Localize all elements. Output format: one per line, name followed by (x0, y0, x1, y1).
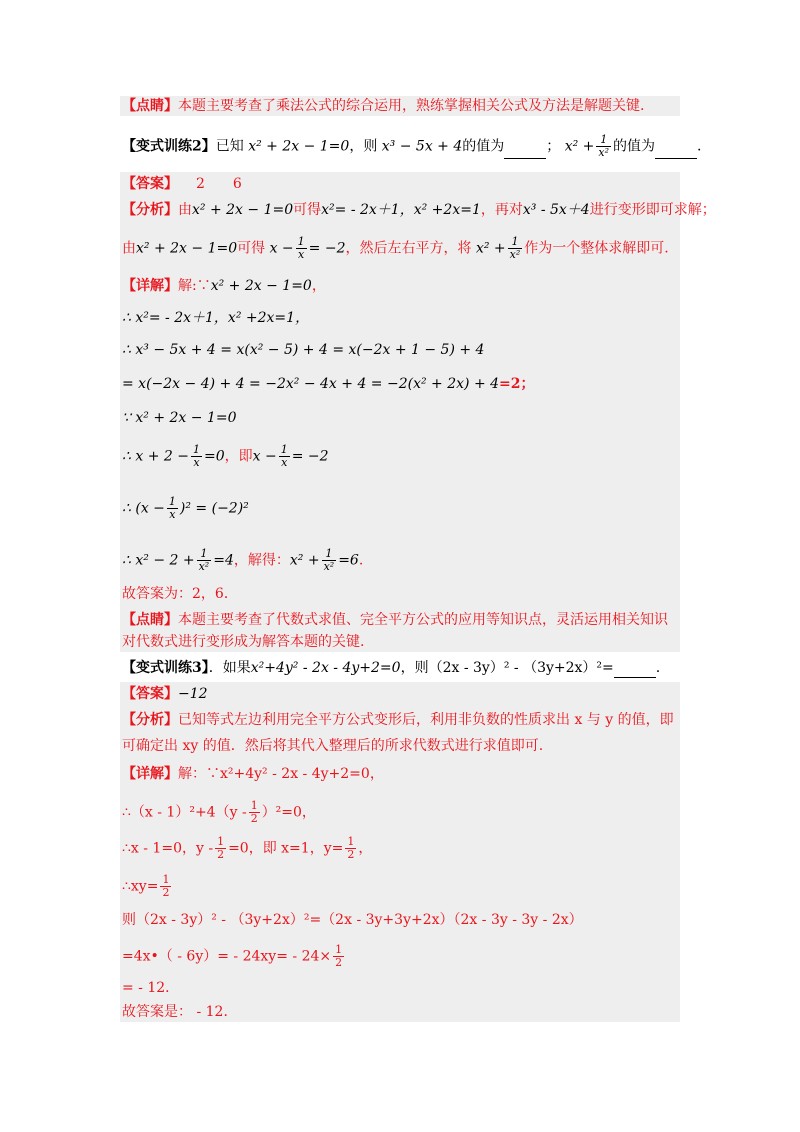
detail3-line7 (122, 978, 179, 998)
fraction (191, 444, 202, 469)
problem2-expr1: x³ − 5x + 4 (381, 138, 463, 155)
detail2-line8 (122, 548, 363, 573)
math-eq: ，x² +2x=1 (399, 202, 481, 218)
detail-text: =0，即 x=1，y= (228, 840, 344, 857)
frac-num: 1 (197, 548, 212, 561)
conclusion-text: 故答案是： - 12． (122, 1004, 238, 1020)
fraction (167, 496, 178, 521)
detail-text: ）²=0， (261, 804, 316, 821)
frac-den: x (193, 456, 200, 469)
answer-values: 2 6 (196, 176, 242, 192)
math-eq: x² + 2x − 1=0 (192, 202, 294, 218)
analysis3-line2 (122, 736, 543, 756)
math-eq: ∴ x²= - 2x＋1，x² +2x=1， (122, 310, 310, 326)
fraction (197, 548, 212, 573)
problem3-text: ，则（2x - 3y）² - （3y+2x）²= (400, 660, 614, 676)
fraction (345, 836, 356, 861)
answer-label: 【答案】 (122, 176, 178, 192)
problem2-value-of2: 的值为 (613, 138, 656, 155)
frac-num: 1 (322, 548, 337, 561)
fraction (279, 444, 290, 469)
result-text: =2； (499, 376, 535, 392)
math-eq: =0 (203, 448, 225, 465)
frac-den: x² (198, 560, 210, 573)
frac-num: 1 (250, 799, 258, 812)
detail3-conclusion (122, 1002, 237, 1022)
detail2-line6 (122, 444, 329, 469)
detail3-line4 (122, 874, 173, 899)
detail2-line7 (122, 496, 249, 521)
analysis-label: 【分析】 (122, 712, 178, 728)
frac-num: 1 (508, 236, 523, 249)
math-eq: x² + (475, 240, 506, 257)
frac-num: 1 (162, 873, 170, 886)
math-eq: x − (269, 240, 294, 257)
frac-num: 1 (217, 835, 225, 848)
detail-label: 【详解】 (122, 278, 178, 294)
detail-text: 解：∵x²+4y² - 2x - 4y+2=0， (178, 766, 384, 782)
analysis-text: 作为一个整体求解即可. (524, 240, 669, 257)
analysis3-line1 (122, 710, 674, 730)
frac-den: 2 (217, 848, 225, 861)
problem2-title: 【变式训练2】 (122, 138, 216, 155)
detail-text: ∴x - 1=0，y - (122, 840, 214, 857)
math-eq: = −2 (308, 240, 346, 257)
detail-text: ∴（x - 1）²+4（y - (122, 804, 247, 821)
frac-num: 1 (596, 134, 611, 147)
analysis-text: 进行变形即可求解； (589, 202, 716, 218)
analysis-text: 可确定出 xy 的值．然后将其代入整理后的所求代数式进行求值即可. (122, 738, 544, 754)
detail2-remark-line2 (122, 632, 364, 652)
detail-text: ， (311, 278, 326, 294)
frac-den: x² (509, 248, 521, 261)
problem2-fraction (596, 134, 611, 159)
detail-label: 【详解】 (122, 766, 178, 782)
analysis-text: 由 (178, 202, 192, 218)
analysis-text: 已知等式左边利用完全平方公式变形后，利用非负数的性质求出 x 与 y 的值，即 (178, 712, 674, 728)
math-eq: x³ - 5x＋4 (522, 202, 590, 218)
frac-den: x² (323, 560, 335, 573)
problem3-end: . (655, 660, 661, 676)
math-eq: ∴ x + 2 − (122, 448, 189, 465)
frac-num: 1 (347, 835, 355, 848)
frac-den: 2 (335, 956, 343, 969)
detail3-line6 (122, 944, 346, 969)
detail2-line4 (122, 374, 535, 394)
problem2-statement (122, 134, 702, 159)
remark-text: 对代数式进行变形成为解答本题的关键. (122, 634, 365, 650)
detail-text: 则（2x - 3y）² - （3y+2x）²=（2x - 3y+3y+2x）（2x - 3y - 3y - 2x） (122, 912, 583, 928)
math-eq: x²= - 2x＋1 (321, 202, 400, 218)
detail-text: ，即 (224, 448, 253, 465)
analysis2-line1 (122, 200, 716, 220)
math-eq: = −2 (291, 448, 329, 465)
answer-label: 【答案】 (122, 686, 178, 702)
frac-num: 1 (192, 443, 200, 456)
math-eq: x − (252, 448, 277, 465)
detail-text: ， (358, 840, 373, 857)
analysis-text: 由 (122, 240, 136, 257)
remark-label: 【点睛】 (122, 98, 178, 114)
detail-text: 解:∵ (178, 278, 211, 294)
remark-label: 【点睛】 (122, 612, 178, 628)
frac-num: 1 (280, 443, 288, 456)
frac-den: 2 (162, 886, 170, 899)
frac-den: 2 (250, 812, 258, 825)
analysis-text: 可得 (237, 240, 266, 257)
answer-blank-2[interactable] (655, 144, 697, 159)
frac-den: x (298, 248, 305, 261)
remark-text: 本题主要考查了乘法公式的综合运用，熟练掌握相关公式及方法是解题关键. (178, 98, 645, 114)
remark-text: 本题主要考查了代数式求值、完全平方公式的应用等知识点，灵活运用相关知识 (178, 612, 668, 628)
problem3-statement (122, 658, 660, 678)
detail2-line5 (122, 408, 236, 428)
detail2-line3 (122, 340, 484, 360)
problem2-eq1: x² + 2x − 1=0 (248, 138, 350, 155)
math-eq: x² + (289, 552, 320, 569)
fraction (215, 836, 226, 861)
problem2-expr2: x² + (564, 138, 595, 155)
problem2-value-of: 的值为 (462, 138, 505, 155)
math-eq: x² + 2x − 1=0 (210, 278, 312, 294)
detail-text: =4x•（ - 6y）= - 24xy= - 24× (122, 948, 332, 965)
detail2-line1 (122, 276, 326, 296)
fraction (508, 236, 523, 261)
answer3-line (122, 684, 208, 704)
fraction (249, 800, 260, 825)
math-eq: )² = (−2)² (179, 500, 249, 517)
problem3-title: 【变式训练3】 (122, 660, 209, 676)
frac-den: x (169, 508, 176, 521)
answer-value: −12 (178, 686, 208, 702)
analysis-text: ，然后左右平方，将 (345, 240, 472, 257)
fraction (160, 874, 171, 899)
problem2-sep: ； (546, 138, 561, 155)
frac-num: 1 (168, 495, 176, 508)
answer-blank-3[interactable] (614, 663, 656, 678)
detail-text: . (358, 552, 364, 569)
frac-den: x (281, 456, 288, 469)
math-eq: ∴ x² − 2 + (122, 552, 195, 569)
problem2-intro: 已知 (215, 138, 244, 155)
conclusion-text: 故答案为：2，6． (122, 586, 238, 602)
math-eq: x²+4y² - 2x - 4y+2=0 (250, 660, 401, 676)
analysis-text: 可得 (293, 202, 322, 218)
problem2-mid: ，则 (349, 138, 378, 155)
math-eq: =6 (338, 552, 359, 569)
detail3-line2 (122, 800, 316, 825)
math-eq: x² + 2x − 1=0 (136, 240, 238, 257)
detail3-line5 (122, 910, 583, 930)
detail-text: ∴xy= (122, 878, 159, 895)
detail-text: = - 12． (122, 980, 180, 996)
analysis-text: ，再对 (480, 202, 523, 218)
math-eq: = x(−2x − 4) + 4 = −2x² − 4x + 4 = −2(x² + 2x) + 4 (122, 376, 500, 392)
detail2-line2 (122, 308, 309, 328)
frac-num: 1 (297, 235, 305, 248)
answer-blank-1[interactable] (504, 144, 546, 159)
analysis-label: 【分析】 (122, 202, 178, 218)
answer2-line (122, 174, 242, 194)
fraction (333, 944, 344, 969)
problem2-end: . (697, 138, 702, 155)
frac-den: 2 (347, 848, 355, 861)
remark-top (122, 96, 644, 116)
detail-text: ，解得： (233, 552, 290, 569)
frac-num: 1 (335, 943, 343, 956)
frac-den: x² (598, 146, 610, 159)
fraction (296, 236, 307, 261)
fraction (322, 548, 337, 573)
detail3-line1 (122, 764, 384, 784)
detail2-remark-line1 (122, 610, 668, 630)
detail3-line3 (122, 836, 372, 861)
detail2-conclusion (122, 584, 238, 604)
math-eq: ∴ x³ − 5x + 4 = x(x² − 5) + 4 = x(−2x + 1 − 5) + 4 (122, 342, 485, 358)
math-eq: ∵ x² + 2x − 1=0 (122, 410, 237, 426)
math-eq: =4 (213, 552, 234, 569)
math-eq: ∴ (x − (122, 500, 165, 517)
problem3-text: ．如果 (208, 660, 251, 676)
analysis2-line2 (122, 236, 669, 261)
